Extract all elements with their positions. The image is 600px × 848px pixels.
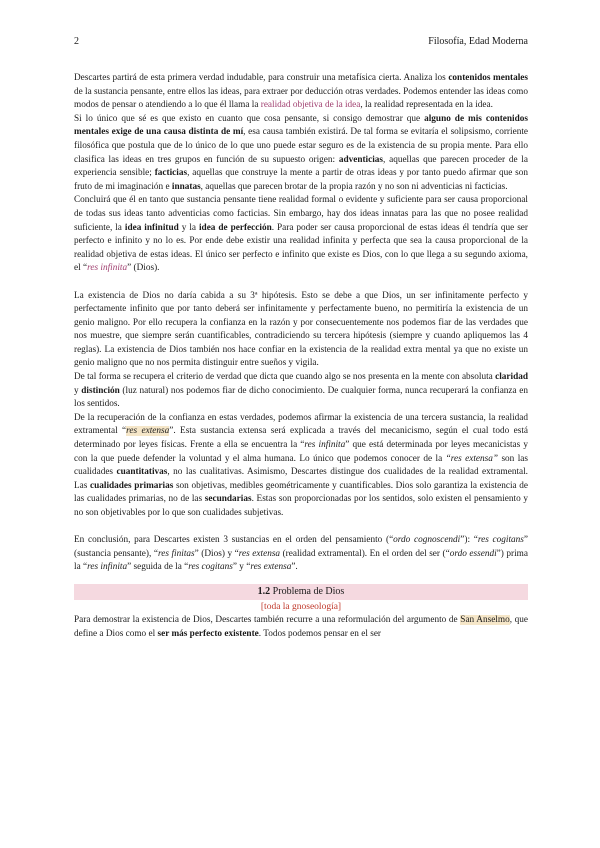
text: De la recuperación de la confianza en estas verdades, podemos afirmar la existencia de una tercera sustancia, la realidad extramental “ xyxy=(74,412,528,437)
bold-term: innatas xyxy=(171,181,201,192)
paragraph-7 xyxy=(74,534,528,575)
section-number: 1.2 xyxy=(257,585,271,597)
text: , aquellas que parecen proceder de la experiencia sensible; xyxy=(74,154,528,179)
text: , aquellas que parecen brotar de la propia razón y no son ni adventicias ni facticias. xyxy=(200,181,508,192)
running-title: Filosofía, Edad Moderna xyxy=(428,36,528,47)
bold-term: adventicias xyxy=(338,154,384,165)
italic-term: res extensa xyxy=(238,548,281,559)
text: ”. xyxy=(291,562,298,573)
paragraph-5 xyxy=(74,371,528,412)
text: (realidad extramental). En el orden del ser (“ xyxy=(280,548,450,559)
italic-term: res finitas xyxy=(157,548,195,559)
text: ” (Dios) y “ xyxy=(194,548,239,559)
italic-term: ordo cognoscendi xyxy=(393,535,461,546)
text: ” y “ xyxy=(232,562,251,573)
text: y la xyxy=(178,222,199,233)
italic-term: ordo essendi xyxy=(449,548,497,559)
highlighted-term: res infinita xyxy=(87,263,128,274)
text: Si lo único que sé es que existo en cuanto que cosa pensante, si consigo demostrar que xyxy=(74,113,425,124)
paragraph-4 xyxy=(74,290,528,372)
text: , la realidad representada en la idea. xyxy=(360,100,493,111)
text: ”) prima la “ xyxy=(74,548,528,573)
text: En conclusión, para Descartes existen 3 sustancias en el orden del pensamiento (“ xyxy=(74,535,394,546)
text: ” seguida de la “ xyxy=(127,562,189,573)
text: ” que está determinada por leyes mecanicistas y con la que puede defender la voluntad y el alma humana. Lo único que podemos conocer de la xyxy=(74,440,528,464)
bold-term: cuantitativas xyxy=(116,467,168,478)
bold-term: idea de perfección xyxy=(198,222,272,233)
text: Para demostrar la existencia de Dios, Descartes también recurre a una reformulación del argumento de xyxy=(74,614,461,625)
text: . Para poder ser causa proporcional de estas ideas él tendría que ser perfecto e infinito y no lo es. Por ende debe existir una realidad infinita y perfecta que sea la causa proporcional de la realidad objetiva de estas ideas. El único ser perfecto e infinito que existe es Dios, con lo que llega a su segundo axioma, el “ xyxy=(74,222,528,274)
text: , que define a Dios como el xyxy=(74,614,529,639)
bold-term: distinción xyxy=(81,385,120,396)
text: (luz natural) nos podemos fiar de dicho conocimiento. De cualquier forma, nunca recuperará la confianza en los sentidos. xyxy=(74,385,528,410)
bold-term: facticias xyxy=(154,168,188,179)
text: , esa causa también existirá. De tal forma se evitaría el solipsismo, corriente filosófica que postula que de lo único de lo que uno puede estar seguro es de la existencia de su propia mente. Para ello clasifica las ideas en tres grupos en función de su supuesto origen: xyxy=(74,127,528,165)
spacer xyxy=(74,521,528,535)
paragraph-1 xyxy=(74,72,528,113)
italic-term: res infinita xyxy=(304,440,346,451)
highlighted-term: res extensa xyxy=(126,426,170,437)
spacer xyxy=(74,276,528,290)
text: de la sustancia pensante, entre ellos las ideas, para extraer por deducción otras verdades. Podemos entender las ideas como modos de pensar o atendiendo a lo que él llama la xyxy=(74,86,528,111)
bold-term: cualidades primarias xyxy=(90,480,174,491)
text: y xyxy=(74,385,82,396)
text: . Estas son proporcionadas por los sentidos, solo existen el pensamiento y no son objetivables por lo que son cualidades subjetivas. xyxy=(74,494,529,518)
italic-term: res cogitans xyxy=(477,535,524,546)
text: La existencia de Dios no daría cabida a su 3ª hipótesis. Esto se debe a que Dios, un ser infinitamente perfecto y perfectamente infinito que por tanto deberá ser infinitamente y perfectamente bueno, no permitiría la existencia de un genio maligno. Por ello recupera la confianza en la razón y por consecuentemente nos podemos fiar de las verdades que nos muestre, que siempre serán cuantificables, contradiciendo su tercera hipótesis (siempre y cuando apliquemos las 4 reglas). La existencia de Dios también nos hace confiar en la existencia de la realidad extra mental ya que no existe un genio maligno que no nos permita distinguir entre sueños y vigila. xyxy=(74,290,528,369)
page-number: 2 xyxy=(74,36,79,47)
italic-term: “res extensa” xyxy=(445,453,499,464)
bold-term: claridad xyxy=(495,372,528,383)
section-heading xyxy=(74,584,528,600)
text: Concluirá que él en tanto que sustancia pensante tiene realidad formal o evidente y suficiente para ser causa proporcional de todas sus ideas tanto adventicias como facticias. Sin embargo, hay dos ideas innatas para las que no posee realidad suficiente, la xyxy=(74,195,528,233)
bold-term: idea infinitud xyxy=(124,222,179,233)
text: ” (sustancia pensante), “ xyxy=(74,535,528,559)
text: son las cualidades xyxy=(74,453,528,478)
italic-term: res infinita xyxy=(87,562,128,573)
bold-term: secundarias xyxy=(204,494,252,505)
highlighted-term: San Anselmo xyxy=(460,614,510,625)
paragraph-8 xyxy=(74,614,528,641)
paragraph-2 xyxy=(74,113,528,195)
bold-term: contenidos mentales xyxy=(448,73,528,83)
bold-term: ser más perfecto existente xyxy=(157,628,259,639)
text: , aquellas que construye la mente a partir de otras ideas y por tanto puedo afirmar que son fruto de mi imaginación e xyxy=(74,168,528,192)
paragraph-3 xyxy=(74,194,528,276)
page-header xyxy=(74,36,528,47)
bold-term: alguno de mis contenidos mentales exige de una causa distinta de mí xyxy=(74,113,528,138)
section-subtitle: [toda la gnoseología] xyxy=(260,601,342,612)
text: ”): “ xyxy=(460,535,478,546)
text: , no las cualitativas. Asimismo, Descartes distingue dos cualidades de la realidad extramental. Las xyxy=(74,467,528,491)
section-title: Problema de Dios xyxy=(270,585,345,597)
text: son objetivas, medibles geométricamente y cuantificables. Dios solo garantiza la existencia de las cualidades primarias, no de las xyxy=(74,480,529,505)
text: . Todos podemos pensar en el ser xyxy=(258,628,381,639)
highlighted-term: realidad objetiva de la idea xyxy=(260,100,361,111)
text: ”. Esta sustancia extensa será explicada a través del mecanicismo, según el cual todo está determinado por leyes físicas. Frente a ella se encuentra la “ xyxy=(74,426,529,451)
document-body xyxy=(74,72,528,641)
text: ” (Dios). xyxy=(127,263,160,274)
text: De tal forma se recupera el criterio de verdad que dicta que cuando algo se nos presenta en la mente con absoluta xyxy=(74,372,496,383)
italic-term: res extensa xyxy=(250,562,292,573)
text: Descartes partirá de esta primera verdad indudable, para construir una metafísica cierta. Analiza los xyxy=(74,73,449,83)
paragraph-6 xyxy=(74,412,528,521)
italic-term: res cogitans xyxy=(188,562,233,573)
